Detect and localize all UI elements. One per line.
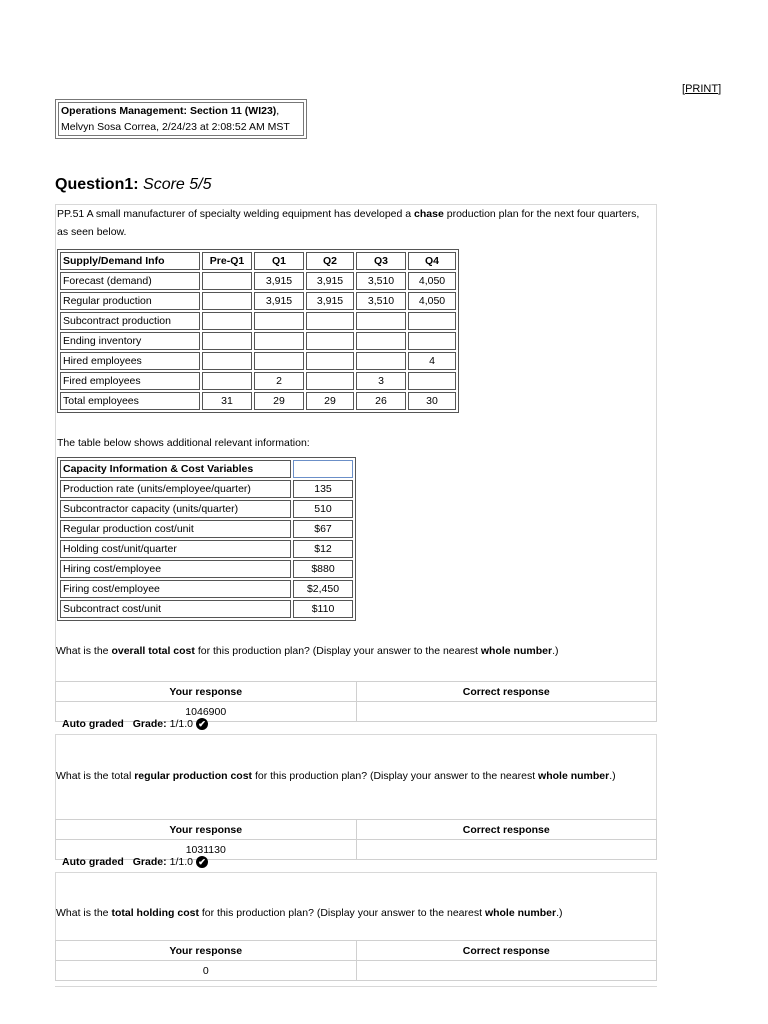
table-cell: 26 — [356, 392, 406, 410]
question-title — [55, 176, 212, 194]
table-row — [60, 580, 353, 598]
table-cell: 3,915 — [254, 292, 304, 310]
your-response-header: Your response — [56, 941, 357, 961]
question-label: Question1: — [55, 176, 139, 193]
table-cell: 510 — [293, 500, 353, 518]
grade-value: 1/1.0 — [169, 718, 193, 730]
row-label: Regular production cost/unit — [60, 520, 291, 538]
table-cell: 30 — [408, 392, 456, 410]
table-cell: 4 — [408, 352, 456, 370]
row-label: Subcontractor capacity (units/quarter) — [60, 500, 291, 518]
student-details: Melvyn Sosa Correa, 2/24/23 at 2:08:52 AM MST — [61, 121, 290, 133]
part1-question: What is the overall total cost for this production plan? (Display your answer to the nearest whole number.) — [56, 645, 559, 657]
table-header: Q4 — [408, 252, 456, 270]
table-row — [60, 332, 456, 350]
table-cell: $110 — [293, 600, 353, 618]
print-label[interactable]: PRINT — [685, 83, 719, 95]
table-cell — [356, 352, 406, 370]
table-row — [60, 292, 456, 310]
question-score: Score 5/5 — [143, 176, 212, 193]
table-cell — [202, 352, 252, 370]
row-label: Hiring cost/employee — [60, 560, 291, 578]
table-header-blank — [293, 460, 353, 478]
header-inner: Operations Management: Section 11 (WI23), Melvyn Sosa Correa, 2/24/23 at 2:08:52 AM MST — [58, 102, 304, 136]
correct-response-header: Correct response — [356, 682, 657, 702]
table-cell — [306, 332, 354, 350]
part1-response-table — [55, 681, 657, 722]
part2-question: What is the total regular production cost for this production plan? (Display your answer to the nearest whole number.) — [56, 770, 616, 782]
your-response-value: 0 — [56, 961, 357, 981]
row-label: Production rate (units/employee/quarter) — [60, 480, 291, 498]
table-cell — [202, 372, 252, 390]
table-cell: 4,050 — [408, 272, 456, 290]
table-cell — [202, 292, 252, 310]
table-header: Q2 — [306, 252, 354, 270]
part2-grade — [62, 856, 208, 868]
header-box — [55, 99, 307, 139]
row-label: Ending inventory — [60, 332, 200, 350]
table-cell — [254, 352, 304, 370]
table-cell: 3,510 — [356, 292, 406, 310]
table-header-row — [60, 252, 456, 270]
table-cell: 3 — [356, 372, 406, 390]
table-cell — [254, 332, 304, 350]
table-header: Q3 — [356, 252, 406, 270]
table-row — [60, 352, 456, 370]
table-cell: 29 — [306, 392, 354, 410]
table-cell — [356, 312, 406, 330]
table-row — [60, 392, 456, 410]
table-cell: 2 — [254, 372, 304, 390]
table-header-row — [60, 460, 353, 478]
table-row — [60, 272, 456, 290]
table-row — [60, 560, 353, 578]
correct-response-value — [356, 840, 657, 860]
row-label: Firing cost/employee — [60, 580, 291, 598]
row-label: Subcontract cost/unit — [60, 600, 291, 618]
your-response-header: Your response — [56, 820, 357, 840]
row-label: Forecast (demand) — [60, 272, 200, 290]
table-cell — [408, 312, 456, 330]
part3-block — [55, 872, 657, 941]
table-row — [60, 500, 353, 518]
part2-block — [55, 734, 657, 820]
question-intro: PP.51 A small manufacturer of specialty welding equipment has developed a chase production plan for the next four quarters, as seen below. — [57, 208, 640, 238]
table-header: Capacity Information & Cost Variables — [60, 460, 291, 478]
table-cell: $67 — [293, 520, 353, 538]
table-cell: 29 — [254, 392, 304, 410]
intro-bold: chase — [414, 208, 444, 220]
table-cell — [408, 332, 456, 350]
table-cell — [202, 312, 252, 330]
table-cell: 31 — [202, 392, 252, 410]
part3-response-table — [55, 940, 657, 981]
table-cell — [306, 312, 354, 330]
grade-value: 1/1.0 — [169, 856, 193, 868]
table-cell: $2,450 — [293, 580, 353, 598]
table-cell: 3,915 — [306, 292, 354, 310]
question-block — [55, 204, 657, 682]
table-cell — [356, 332, 406, 350]
grade-text: Grade: — [132, 718, 167, 730]
correct-response-value — [356, 961, 657, 981]
supply-demand-table — [57, 249, 459, 413]
table-cell — [202, 332, 252, 350]
correct-response-value — [356, 702, 657, 722]
additional-info-text: The table below shows additional relevant information: — [57, 437, 310, 449]
check-circle-icon: ✔ — [196, 856, 208, 868]
grade-text: Grade: — [132, 856, 167, 868]
table-cell: $880 — [293, 560, 353, 578]
part2-response-table — [55, 819, 657, 860]
table-cell — [306, 352, 354, 370]
capacity-cost-table — [57, 457, 356, 621]
grade-label: Auto graded — [62, 856, 124, 868]
print-link[interactable]: [PRINT] — [682, 83, 722, 95]
row-label: Hired employees — [60, 352, 200, 370]
correct-response-header: Correct response — [356, 941, 657, 961]
check-circle-icon: ✔ — [196, 718, 208, 730]
your-response-value: 1031130 — [56, 840, 357, 860]
table-row — [60, 600, 353, 618]
table-cell — [254, 312, 304, 330]
table-cell: 3,915 — [306, 272, 354, 290]
table-cell — [202, 272, 252, 290]
grade-label: Auto graded — [62, 718, 124, 730]
table-row — [60, 372, 456, 390]
part3-question: What is the total holding cost for this production plan? (Display your answer to the nearest whole number.) — [56, 907, 563, 919]
table-header: Pre-Q1 — [202, 252, 252, 270]
part1-grade — [62, 718, 208, 730]
table-row — [60, 540, 353, 558]
table-header: Q1 — [254, 252, 304, 270]
table-cell: 135 — [293, 480, 353, 498]
row-label: Regular production — [60, 292, 200, 310]
table-cell: 3,915 — [254, 272, 304, 290]
table-row — [60, 520, 353, 538]
your-response-header: Your response — [56, 682, 357, 702]
table-row — [60, 480, 353, 498]
row-label: Subcontract production — [60, 312, 200, 330]
table-cell — [408, 372, 456, 390]
table-cell: $12 — [293, 540, 353, 558]
row-label: Holding cost/unit/quarter — [60, 540, 291, 558]
row-label: Fired employees — [60, 372, 200, 390]
correct-response-header: Correct response — [356, 820, 657, 840]
table-header: Supply/Demand Info — [60, 252, 200, 270]
bottom-divider — [55, 986, 657, 987]
row-label: Total employees — [60, 392, 200, 410]
your-response-value: 1046900 — [56, 702, 357, 722]
table-row — [60, 312, 456, 330]
table-cell: 3,510 — [356, 272, 406, 290]
table-cell — [306, 372, 354, 390]
table-cell: 4,050 — [408, 292, 456, 310]
course-title: Operations Management: Section 11 (WI23) — [61, 105, 277, 117]
